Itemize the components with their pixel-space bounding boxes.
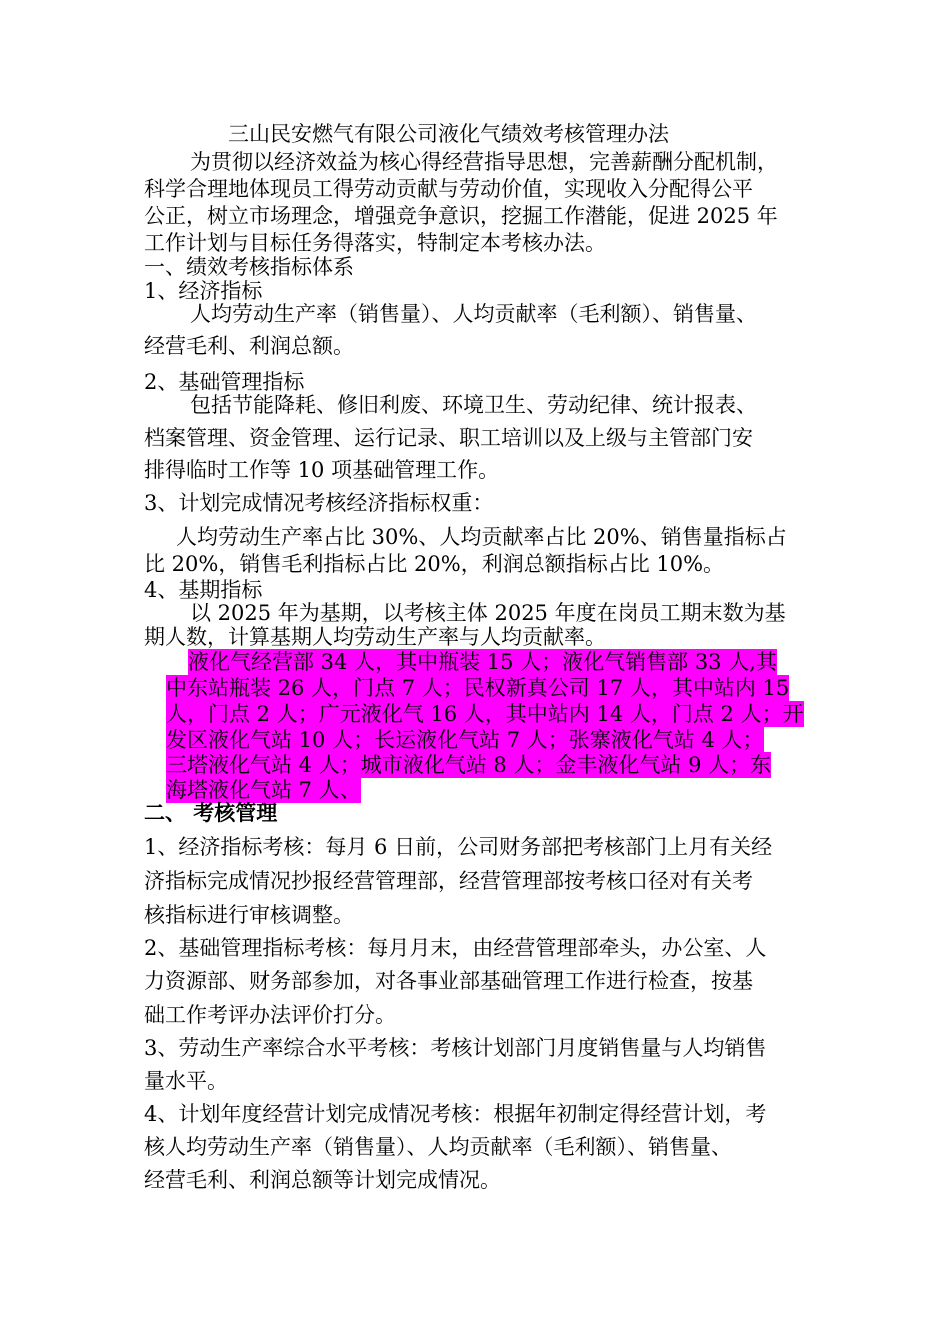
paragraph-line: 础工作考评办法评价打分。	[144, 1003, 396, 1027]
paragraph-line: 经营毛利、利润总额。	[144, 334, 354, 358]
paragraph-line: 以 2025 年为基期，以考核主体 2025 年度在岗员工期末数为基	[190, 601, 786, 625]
paragraph-line: 济指标完成情况抄报经营管理部，经营管理部按考核口径对有关考	[144, 869, 753, 893]
paragraph-line: 2、基础管理指标考核：每月月末，由经营管理部牵头，办公室、人	[144, 936, 767, 960]
highlighted-line: 人，门点 2 人；广元液化气 16 人，其中站内 14 人，门点 2 人；开	[166, 702, 804, 726]
document-title: 三山民安燃气有限公司液化气绩效考核管理办法	[228, 122, 669, 146]
paragraph-line: 包括节能降耗、修旧利废、环境卫生、劳动纪律、统计报表、	[190, 393, 757, 417]
paragraph-line: 4、计划年度经营计划完成情况考核：根据年初制定得经营计划，考	[144, 1102, 767, 1126]
item-heading: 4、基期指标	[144, 578, 263, 602]
paragraph-line: 核指标进行审核调整。	[144, 903, 354, 927]
paragraph-line: 期人数，计算基期人均劳动生产率与人均贡献率。	[144, 625, 606, 649]
section-heading: 二、 考核管理	[144, 801, 278, 825]
item-heading: 2、基础管理指标	[144, 370, 305, 394]
paragraph-line: 核人均劳动生产率（销售量）、人均贡献率（毛利额）、销售量、	[144, 1135, 732, 1159]
paragraph-line: 3、劳动生产率综合水平考核：考核计划部门月度销售量与人均销售	[144, 1036, 767, 1060]
section-heading: 一、绩效考核指标体系	[144, 255, 354, 279]
paragraph-line: 量水平。	[144, 1069, 228, 1093]
paragraph-line: 排得临时工作等 10 项基础管理工作。	[144, 458, 500, 482]
paragraph-line: 档案管理、资金管理、运行记录、职工培训以及上级与主管部门安	[144, 426, 753, 450]
intro-line: 公正，树立市场理念，增强竞争意识，挖掘工作潜能，促进 2025 年	[144, 204, 778, 228]
highlighted-line: 发区液化气站 10 人；长运液化气站 7 人；张寨液化气站 4 人；	[166, 728, 764, 752]
paragraph-line: 人均劳动生产率占比 30%、人均贡献率占比 20%、销售量指标占	[176, 525, 787, 549]
paragraph-line: 经营毛利、利润总额等计划完成情况。	[144, 1168, 501, 1192]
highlighted-line: 三塔液化气站 4 人；城市液化气站 8 人；金丰液化气站 9 人；东	[166, 753, 772, 777]
intro-line: 工作计划与目标任务得落实，特制定本考核办法。	[144, 231, 606, 255]
highlighted-line: 中东站瓶装 26 人，门点 7 人；民权新真公司 17 人，其中站内 15	[166, 676, 790, 700]
paragraph-line: 1、经济指标考核：每月 6 日前，公司财务部把考核部门上月有关经	[144, 835, 773, 859]
item-heading: 3、计划完成情况考核经济指标权重：	[144, 491, 494, 515]
intro-line: 科学合理地体现员工得劳动贡献与劳动价值，实现收入分配得公平	[144, 177, 753, 201]
paragraph-line: 人均劳动生产率（销售量）、人均贡献率（毛利额）、销售量、	[190, 302, 757, 326]
highlighted-line: 海塔液化气站 7 人、	[166, 778, 361, 802]
paragraph-line: 比 20%，销售毛利指标占比 20%，利润总额指标占比 10%。	[144, 552, 725, 576]
item-heading: 1、经济指标	[144, 279, 263, 303]
highlighted-line: 液化气经营部 34 人，其中瓶装 15 人；液化气销售部 33 人,其	[188, 650, 777, 674]
intro-line: 为贯彻以经济效益为核心得经营指导思想，完善薪酬分配机制，	[190, 150, 778, 174]
paragraph-line: 力资源部、财务部参加，对各事业部基础管理工作进行检查，按基	[144, 969, 753, 993]
